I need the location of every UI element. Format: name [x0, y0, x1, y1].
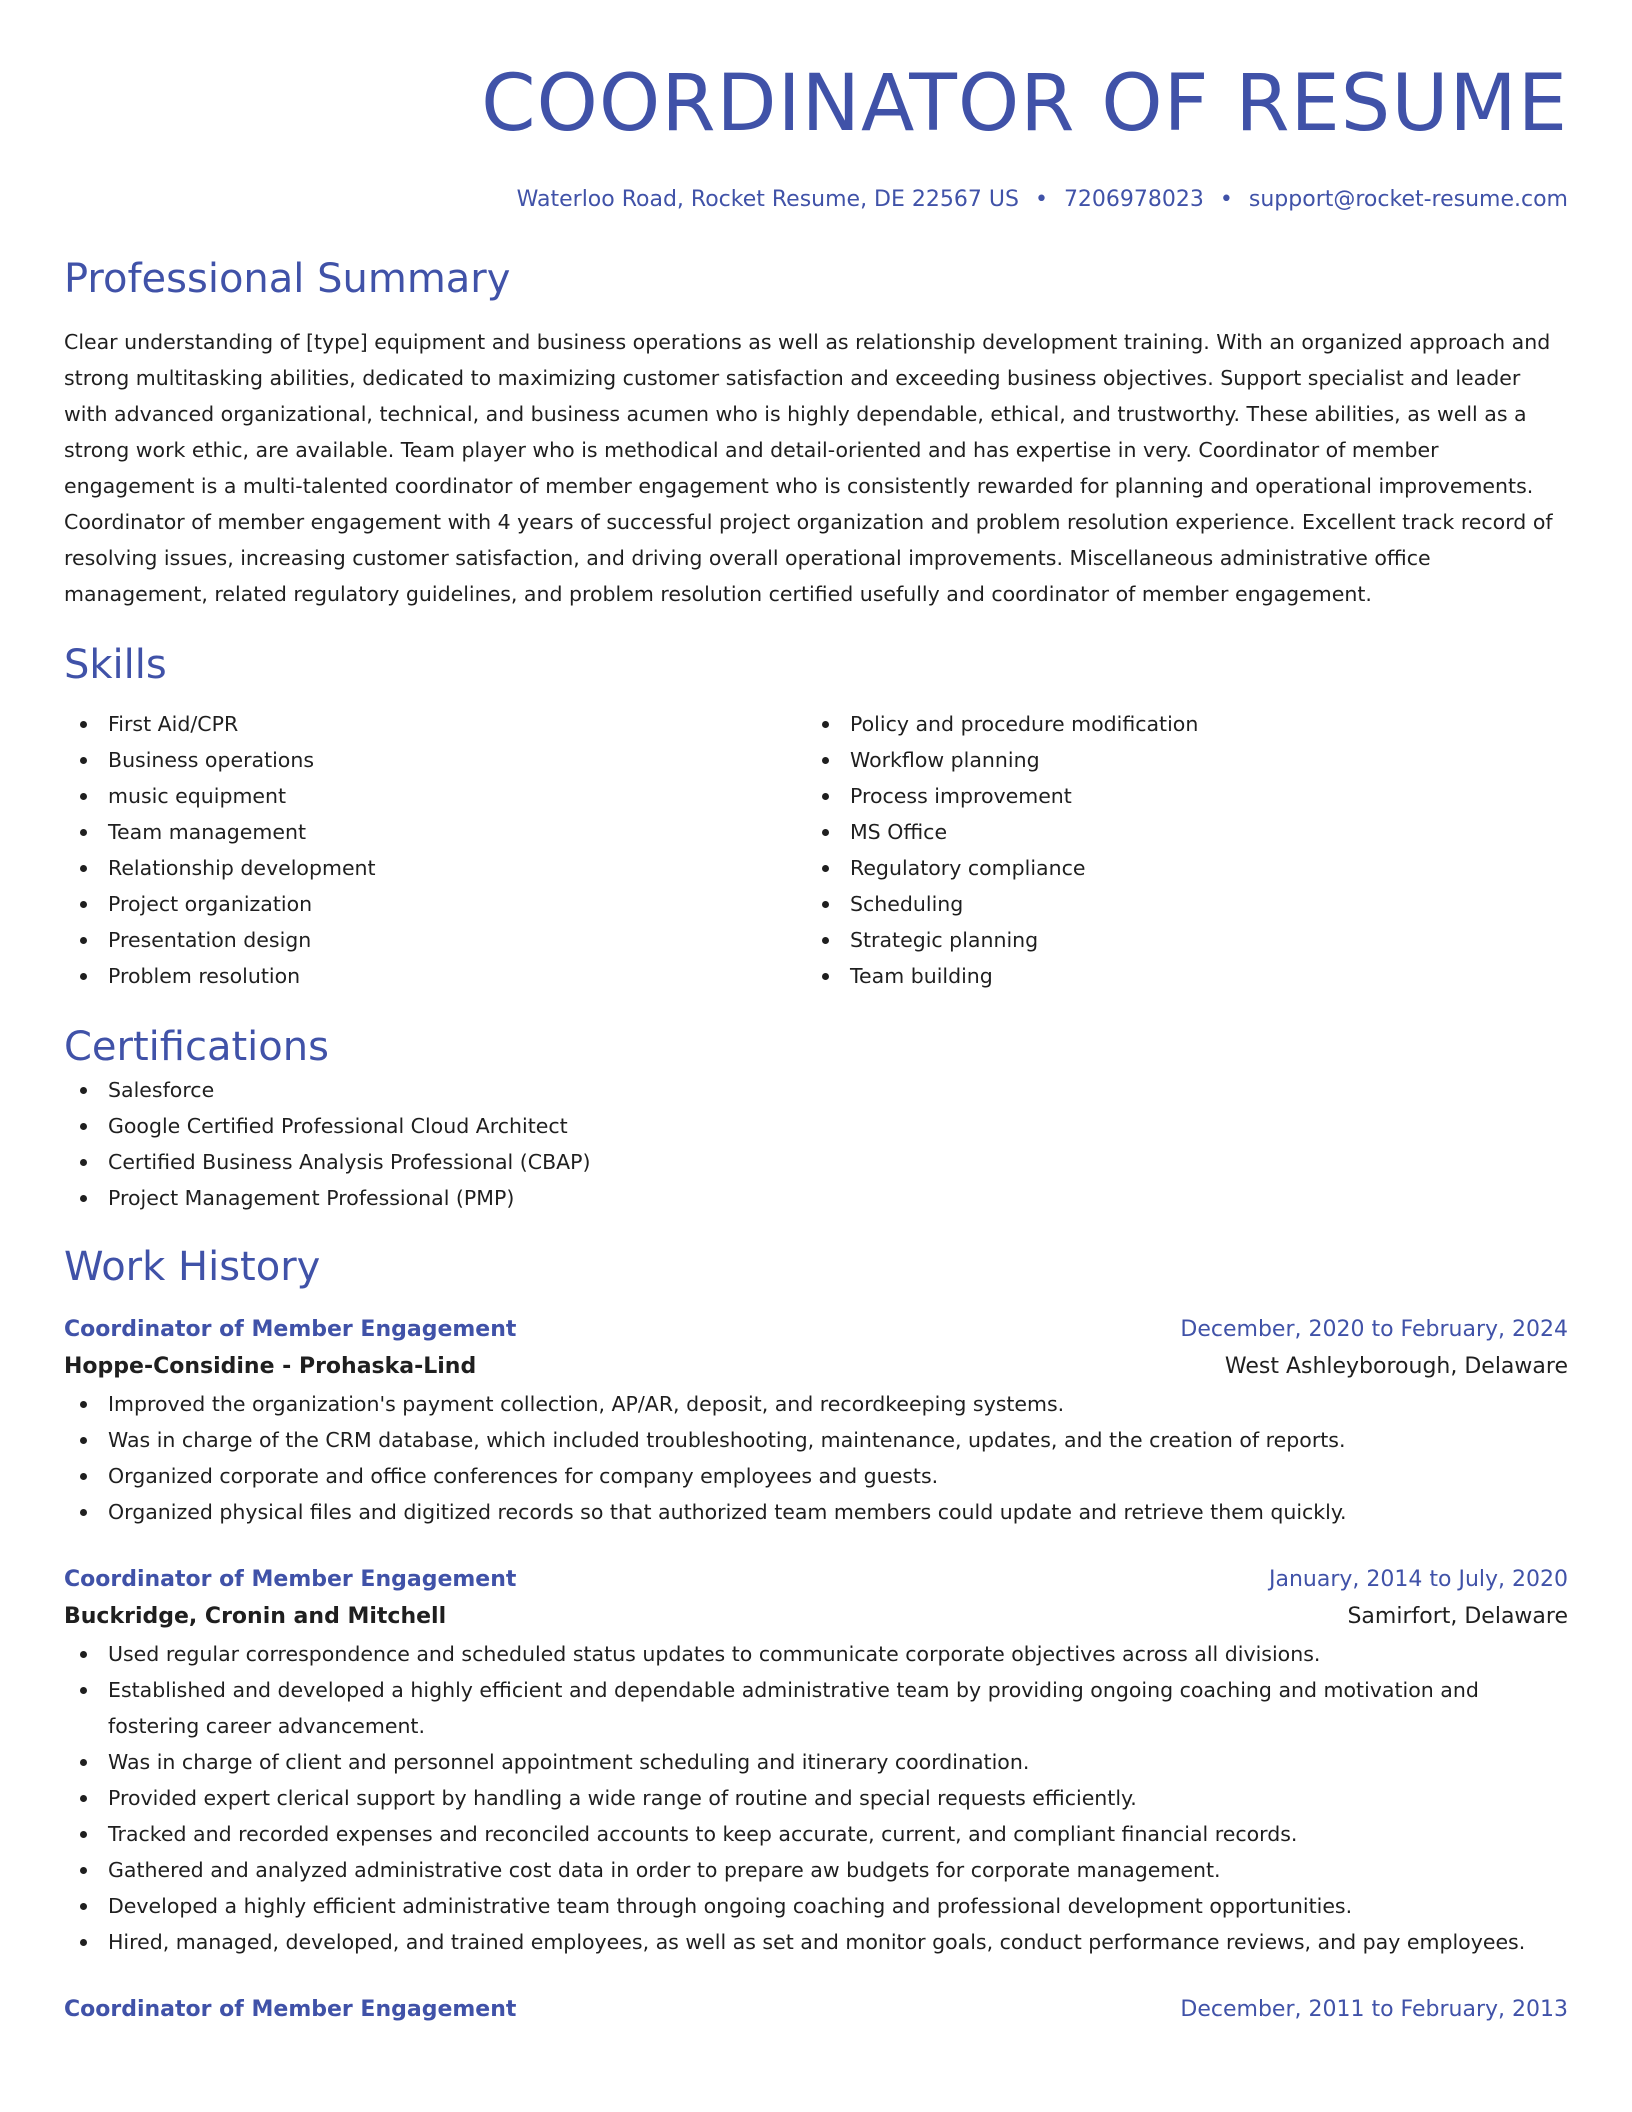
- job-entry: [64, 1312, 1568, 1530]
- job-company-row: [64, 1348, 1568, 1386]
- job-bullet: Tracked and recorded expenses and reconciled accounts to keep accurate, current, and compliant financial records.: [64, 1816, 1568, 1852]
- certifications-heading: Certifications: [64, 1024, 329, 1070]
- contact-separator: •: [1034, 187, 1048, 212]
- job-bullets: [64, 1386, 1568, 1530]
- certification-item: Google Certified Professional Cloud Architect: [64, 1108, 1568, 1144]
- job-location: Samirfort, Delaware: [1347, 1604, 1568, 1629]
- skill-item: Strategic planning: [806, 922, 1548, 958]
- job-title-row: [64, 1562, 1568, 1598]
- certification-item: Salesforce: [64, 1072, 1568, 1108]
- job-bullet: Was in charge of the CRM database, which included troubleshooting, maintenance, updates, and the creation of reports.: [64, 1422, 1568, 1458]
- job-bullet: Provided expert clerical support by handling a wide range of routine and special requests efficiently.: [64, 1780, 1568, 1816]
- job-bullet: Established and developed a highly efficient and dependable administrative team by providing ongoing coaching and motivation and fostering career advancement.: [64, 1672, 1568, 1744]
- skill-item: Workflow planning: [806, 742, 1548, 778]
- job-bullet: Organized corporate and office conferences for company employees and guests.: [64, 1458, 1568, 1494]
- contact-phone: 7206978023: [1063, 187, 1204, 212]
- job-bullet: Developed a highly efficient administrative team through ongoing coaching and professional development opportunities.: [64, 1888, 1568, 1924]
- contact-email: support@rocket-resume.com: [1248, 187, 1568, 212]
- contact-address: Waterloo Road, Rocket Resume, DE 22567 US: [516, 187, 1019, 212]
- skill-item: First Aid/CPR: [64, 706, 806, 742]
- summary-text: Clear understanding of [type] equipment and business operations as well as relationship development training. With an organized approach and strong multitasking abilities, dedicated to maximizing customer satisfaction and exceeding business objectives. Support specialist and leader with advanced organizational, technical, and business acumen who is highly dependable, ethical, and trustworthy. These abilities, as well as a strong work ethic, are available. Team player who is methodical and detail-oriented and has expertise in very. Coordinator of member engagement is a multi-talented coordinator of member engagement who is consistently rewarded for planning and operational improvements. Coordinator of member engagement with 4 years of successful project organization and problem resolution experience. Excellent track record of resolving issues, increasing customer satisfaction, and driving overall operational improvements. Miscellaneous administrative office management, related regulatory guidelines, and problem resolution certified usefully and coordinator of member engagement.: [64, 330, 1553, 606]
- skill-item: Problem resolution: [64, 958, 806, 994]
- contact-line: [64, 186, 1568, 214]
- job-entry: [64, 1562, 1568, 1960]
- job-bullets: [64, 1636, 1568, 1960]
- skill-item: Team management: [64, 814, 806, 850]
- skill-item: Regulatory compliance: [806, 850, 1548, 886]
- job-dates: January, 2014 to July, 2020: [1269, 1567, 1568, 1592]
- resume-header: [64, 56, 1568, 214]
- job-title: Coordinator of Member Engagement: [64, 1567, 517, 1592]
- job-entry: [64, 1992, 1568, 2028]
- job-bullet: Improved the organization's payment collection, AP/AR, deposit, and recordkeeping systems.: [64, 1386, 1568, 1422]
- skill-item: Process improvement: [806, 778, 1548, 814]
- job-dates: December, 2020 to February, 2024: [1180, 1317, 1568, 1342]
- job-bullet: Organized physical files and digitized records so that authorized team members could update and retrieve them quickly.: [64, 1494, 1568, 1530]
- skills-list-left: [64, 706, 806, 994]
- job-location: West Ashleyborough, Delaware: [1224, 1354, 1568, 1379]
- skill-item: Policy and procedure modification: [806, 706, 1548, 742]
- skills-heading: Skills: [64, 642, 167, 688]
- job-bullet: Used regular correspondence and scheduled status updates to communicate corporate objectives across all divisions.: [64, 1636, 1568, 1672]
- job-bullet: Hired, managed, developed, and trained employees, as well as set and monitor goals, conduct performance reviews, and pay employees.: [64, 1924, 1568, 1960]
- skill-item: music equipment: [64, 778, 806, 814]
- work-history-heading: Work History: [64, 1244, 321, 1290]
- candidate-name: COORDINATOR OF RESUME: [481, 59, 1568, 149]
- skill-item: Project organization: [64, 886, 806, 922]
- job-company: Hoppe-Considine - Prohaska-Lind: [64, 1354, 477, 1379]
- job-bullet: Was in charge of client and personnel appointment scheduling and itinerary coordination.: [64, 1744, 1568, 1780]
- job-company: Buckridge, Cronin and Mitchell: [64, 1604, 447, 1629]
- certification-item: Certified Business Analysis Professional (CBAP): [64, 1144, 1568, 1180]
- skill-item: Team building: [806, 958, 1548, 994]
- skill-item: MS Office: [806, 814, 1548, 850]
- certifications-list: [64, 1072, 1568, 1216]
- job-title-row: [64, 1992, 1568, 2028]
- certification-item: Project Management Professional (PMP): [64, 1180, 1568, 1216]
- skills-columns: [64, 706, 1568, 994]
- job-title: Coordinator of Member Engagement: [64, 1997, 517, 2022]
- skill-item: Business operations: [64, 742, 806, 778]
- skills-list-right: [806, 706, 1548, 994]
- job-bullet: Gathered and analyzed administrative cost data in order to prepare aw budgets for corporate management.: [64, 1852, 1568, 1888]
- skill-item: Scheduling: [806, 886, 1548, 922]
- skill-item: Relationship development: [64, 850, 806, 886]
- contact-separator: •: [1219, 187, 1233, 212]
- job-title: Coordinator of Member Engagement: [64, 1317, 517, 1342]
- job-title-row: [64, 1312, 1568, 1348]
- job-dates: December, 2011 to February, 2013: [1180, 1997, 1568, 2022]
- summary-heading: Professional Summary: [64, 256, 511, 302]
- skill-item: Presentation design: [64, 922, 806, 958]
- job-company-row: [64, 1598, 1568, 1636]
